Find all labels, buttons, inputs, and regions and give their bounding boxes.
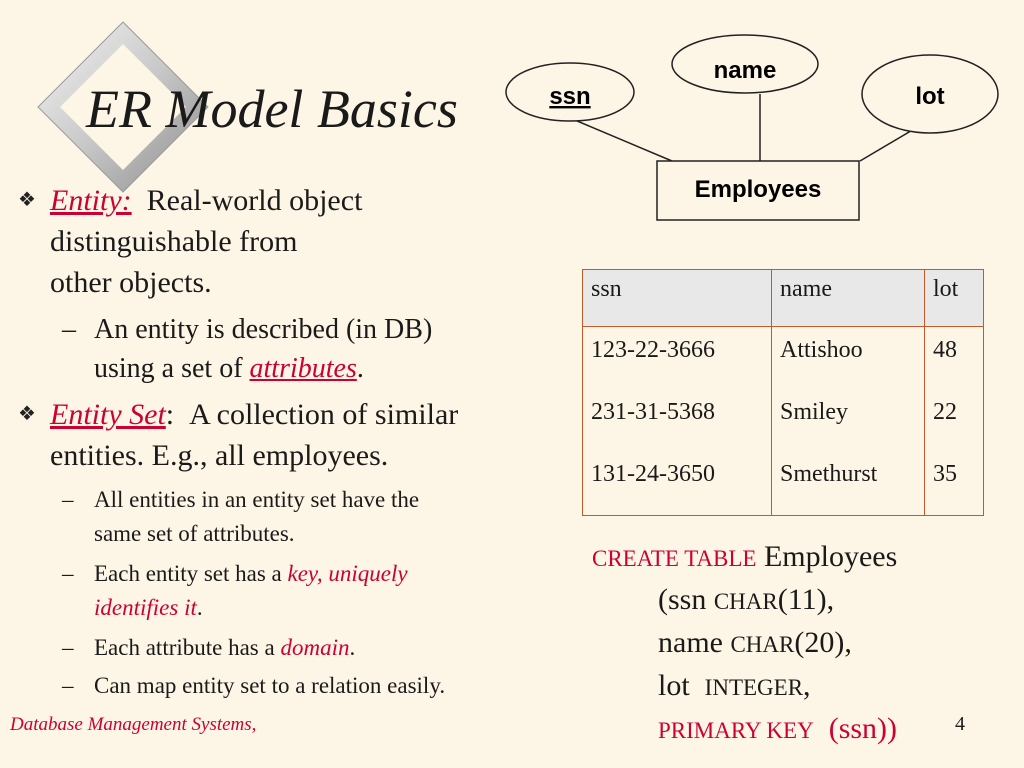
footer-text: Database Management Systems, [10,714,257,735]
dash-icon: – [62,635,74,660]
table-header-row [583,270,984,327]
cell-lot: 48 [925,327,984,390]
term-entity: Entity: [50,184,132,217]
header-name: name [772,270,925,327]
sub-bullet-attributes: – An entity is described (in DB) using a set of attributes. [16,310,586,388]
term-entity-set: Entity Set [50,398,166,431]
sql-create-statement [592,536,897,751]
term-key: key, uniquely [287,561,408,586]
bullet-entity-set: ❖ Entity Set: A collection of similar entities. E.g., all employees. [16,394,586,476]
ssn-connector [570,118,672,161]
attribute-lot [862,55,998,133]
sub-bullet-map-relation: – Can map entity set to a relation easily. [16,669,586,703]
sql-line-3: name CHAR(20), [658,626,852,659]
entity-label: Employees [694,176,822,203]
dash-icon: – [62,673,74,698]
sql-line-5: PRIMARY KEY (ssn)) [658,712,898,745]
sql-line-1: CREATE TABLE Employees [592,540,898,573]
cell-lot: 22 [925,389,984,451]
sql-line-4: lot INTEGER, [658,669,811,702]
sub-bullet-key: – Each entity set has a key, uniquely identifies it. [16,557,586,625]
sub-bullet-domain: – Each attribute has a domain. [16,631,586,665]
cell-name: Smiley [772,389,925,451]
cell-name: Smethurst [772,451,925,516]
attribute-lot-label: lot [915,83,945,110]
table-row [583,451,984,516]
term-domain: domain [280,635,350,660]
header-lot: lot [925,270,984,327]
slide-title: ER Model Basics [86,79,458,139]
attribute-name-label: name [713,57,777,84]
entity-employees [657,161,859,220]
cell-ssn: 123-22-3666 [583,327,772,390]
dash-icon: – [62,487,74,512]
term-attributes: attributes [249,353,357,384]
header-ssn: ssn [583,270,772,327]
cell-ssn: 131-24-3650 [583,451,772,516]
sql-line-2: (ssn CHAR(11), [658,583,835,616]
cell-lot: 35 [925,451,984,516]
bullet-list [16,180,586,703]
page-number: 4 [955,713,965,735]
table-row [583,327,984,390]
employees-table [582,269,984,516]
bullet-entity: ❖ Entity: Real-world object distinguishable from other objects. [16,180,586,303]
sub-bullet-same-attributes: – All entities in an entity set have the same set of attributes. [16,483,586,551]
attribute-ssn-label: ssn [549,83,591,110]
cell-ssn: 231-31-5368 [583,389,772,451]
cell-name: Attishoo [772,327,925,390]
dash-icon: – [62,561,74,586]
diamond-bullet-icon: ❖ [18,189,36,211]
attribute-name [672,35,818,93]
diamond-bullet-icon: ❖ [18,403,36,425]
dash-icon: – [62,314,76,345]
table-row [583,389,984,451]
attribute-ssn [506,63,634,121]
